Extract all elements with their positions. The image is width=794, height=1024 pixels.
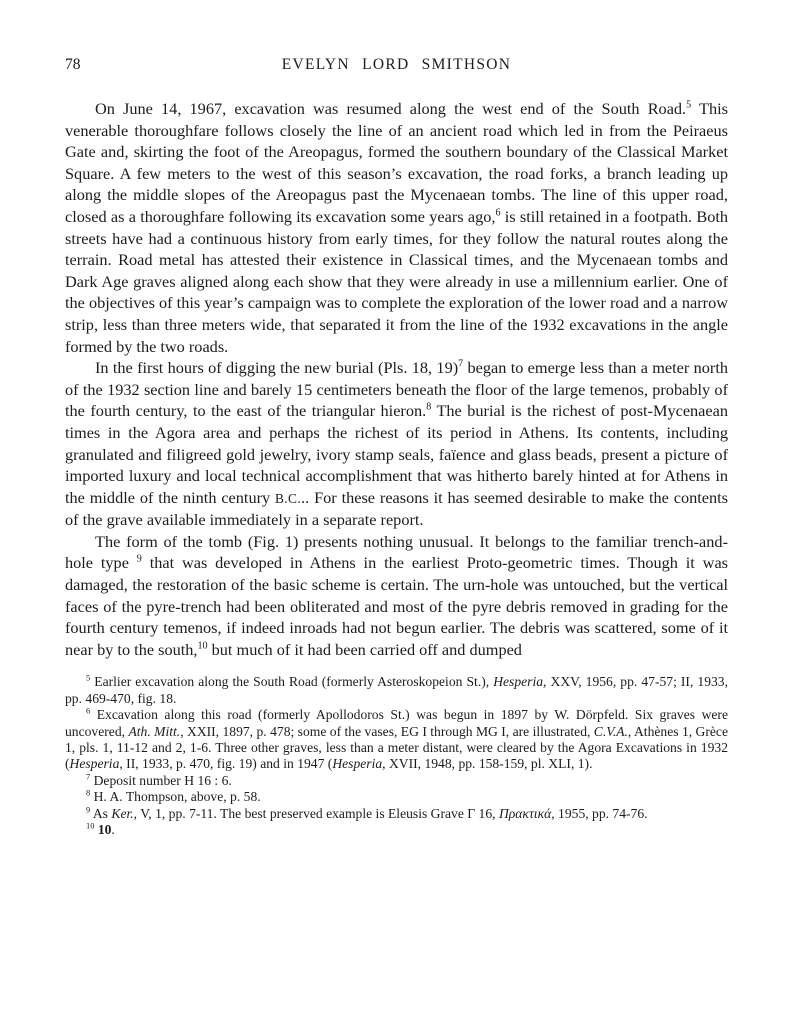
body-paragraph-3: The form of the tomb (Fig. 1) presents nothing unusual. It belongs to the familiar trench-and-hole type $^9$ that was developed in Athens in the earliest Proto-geometric times. Though it was damaged, the restoration of the basic scheme is certain. The urn-hole was untouched, but the vertical faces of the pyre-trench had been obliterated and most of the pyre debris removed in grading for the fourth century temenos, if indeed inroads had not begun earlier. The debris was scattered, some of it near by to the south,$^{10}$ but much of it had been carried off and dumped (65, 531, 729, 659)
footnote-7: $^7$ Deposit number H 16 : 6. (86, 771, 232, 788)
body-paragraph-2: In the first hours of digging the new burial (Pls. 18, 19)$^7$ began to emerge less than a meter north of the 1932 section line and barely 15 centimeters beneath the floor of the large temenos, probably of the fourth century, to the east of the triangular hieron.$^8$ The burial is the richest of post-Mycenaean times in the Agora area and perhaps the richest of its period in Athens. Its contents, including granulated and filigreed gold jewelry, ivory stamp seals, faïence and glass beads, present a picture of imported luxury and local technical accomplishment that was hitherto barely hinted at for Athens in the middle of the ninth century B.C... For these reasons it has seemed desirable to make the contents of the grave available immediately in a separate report. (65, 358, 729, 530)
footnote-8: $^8$ H. A. Thompson, above, p. 58. (86, 787, 261, 805)
footnotes (65, 674, 728, 838)
page-number: 78 (65, 56, 81, 73)
footnote-9: $^9$ As Ker., V, 1, pp. 7-11. The best preserved example is Eleusis Grave Γ 16, Πρακτικά, 1955, pp. 74-76. (86, 804, 648, 821)
article-body (65, 98, 728, 660)
running-head: EVELYN LORD SMITHSON (281, 56, 512, 73)
page-header (65, 56, 728, 78)
footnote-5: $^5$ Earlier excavation along the South Road (formerly Asteroskopeion St.), Hesperia, XXV, 1956, pp. 47-57; II, 1933, pp. 469-470, fig. 18. (65, 672, 728, 706)
footnote-6: $^6$ Excavation along this road (formerly Apollodoros St.) was begun in 1897 by W. Dörpfeld. Six graves were uncovered, Ath. Mitt., XXII, 1897, p. 478; some of the vases, EG I through MG I, are illustrated, C.V.A., Athènes 1, Grèce 1, pls. 1, 11-12 and 2, 1-6. Three other graves, less than a meter distant, were cleared by the Agora Excavations in 1932 (Hesperia, II, 1933, p. 470, fig. 19) and in 1947 (Hesperia, XVII, 1948, pp. 158-159, pl. XLI, 1). (65, 705, 728, 772)
body-paragraph-1: On June 14, 1967, excavation was resumed along the west end of the South Road.$^5$ This venerable thoroughfare follows closely the line of an ancient road which led in from the Peiraeus Gate and, skirting the foot of the Areopagus, formed the southern boundary of the Classical Market Square. A few meters to the west of this season’s excavation, the road forks, a branch leading up along the middle slopes of the Areopagus past the Mycenaean tombs. The line of this upper road, closed as a thoroughfare following its excavation some years ago,$^6$ is still retained in a footpath. Both streets have had a continuous history from early times, for they follow the natural routes along the terrain. Road metal has attested their existence in Classical times, and the Mycenaean tombs and Dark Age graves aligned along each show that they were already in use a millennium earlier. One of the objectives of this year’s campaign was to complete the exploration of the lower road and a narrow strip, less than three meters wide, that separated it from the line of the 1932 excavations in the angle formed by the two roads. (65, 99, 728, 356)
footnote-10: $^{10}$ 10. (86, 820, 115, 838)
